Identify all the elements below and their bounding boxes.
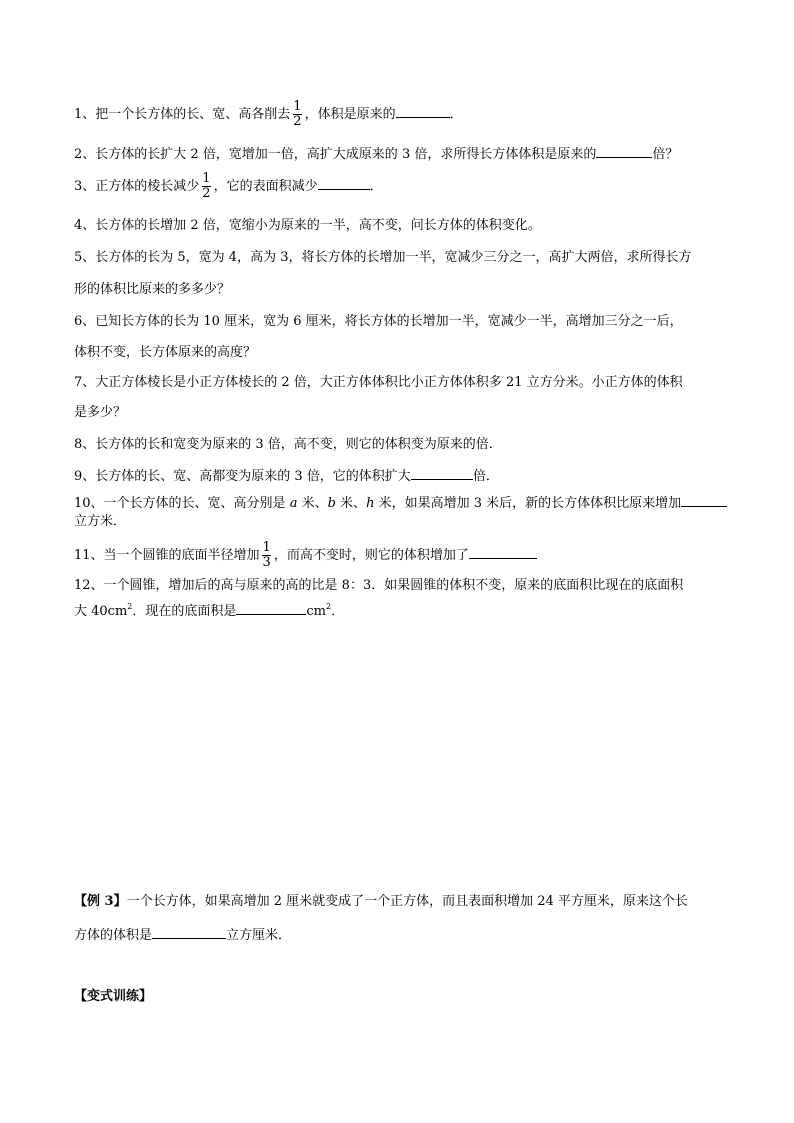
answer-blank[interactable] — [596, 145, 652, 158]
question-12-line-2: 大 $40cm^2$．现在的底面积是 $cm^2$． — [74, 602, 345, 619]
answer-blank[interactable] — [681, 494, 727, 507]
question-7-line-2: 是多少？ — [74, 405, 127, 420]
fraction: $\frac{1}{3}$ — [262, 540, 271, 570]
question-12-line-1: 12、一个圆锥，增加后的高与原来的高的比是 8：3．如果圆锥的体积不变，原来的底面积比现在的底面积 — [74, 578, 684, 593]
question-5-line-2: 形的体积比原来的多多少？ — [74, 282, 231, 297]
variant-training-title: 【变式训练】 — [74, 989, 153, 1004]
example-3-line-1: 【例 3】一个长方体，如果高增加 2 厘米就变成了一个正方体，而且表面积增加 24 平方厘米，原来这个长 — [74, 894, 688, 909]
question-5-line-1: 5、长方体的长为 5，宽为 4，高为 3，将长方体的长增加一半，宽减少三分之一，高扩大两倍，求所得长方 — [74, 250, 692, 265]
example-3-line-2: 方体的体积是 立方厘米． — [74, 928, 292, 943]
question-1: 1、把一个长方体的长、宽、高各削去 $\frac{1}{2}$ ，体积是原来的 ． — [74, 99, 463, 129]
question-4: 4、长方体的长增加 2 倍，宽缩小为原来的一半，高不变，问长方体的体积变化。 — [74, 218, 541, 233]
question-6-line-1: 6、已知长方体的长为 10 厘米，宽为 6 厘米，将长方体的长增加一半，宽减少一半，高增加三分之一后， — [74, 314, 683, 329]
answer-blank[interactable] — [411, 467, 473, 480]
question-2: 2、长方体的长扩大 2 倍，宽增加一倍，高扩大成原来的 3 倍，求所得长方体体积是原来的 倍？ — [74, 147, 679, 162]
example-tag: 【例 3】 — [74, 894, 127, 909]
fraction: $\frac{1}{2}$ — [293, 99, 302, 129]
answer-blank[interactable] — [152, 926, 226, 939]
question-11: 11、当一个圆锥的底面半径增加 $\frac{1}{3}$ ，而高不变时，则它的体积增加了 — [74, 541, 537, 570]
question-8: 8、长方体的长和宽变为原来的 3 倍，高不变，则它的体积变为原来的倍． — [74, 437, 502, 452]
question-7-line-1: 7、大正方体棱长是小正方体棱长的 2 倍，大正方体体积比小正方体体积多 21 立方分米。小正方体的体积 — [74, 375, 683, 390]
answer-blank[interactable] — [396, 105, 450, 118]
question-3: 3、正方体的棱长减少 $\frac{1}{2}$ ，它的表面积减少 ． — [74, 171, 383, 201]
fraction: $\frac{1}{2}$ — [202, 171, 211, 201]
answer-blank[interactable] — [469, 546, 537, 559]
question-10-line-2: 立方米． — [74, 514, 127, 529]
question-10-line-1: 10、一个长方体的长、宽、高分别是 a 米、b 米、h 米，如果高增加 3 米后，新的长方体体积比原来增加 — [74, 494, 727, 513]
answer-blank[interactable] — [236, 602, 306, 615]
answer-blank[interactable] — [318, 177, 370, 190]
question-9: 9、长方体的长、宽、高都变为原来的 3 倍，它的体积扩大 倍． — [74, 469, 499, 484]
question-6-line-2: 体积不变，长方体原来的高度？ — [74, 345, 257, 360]
